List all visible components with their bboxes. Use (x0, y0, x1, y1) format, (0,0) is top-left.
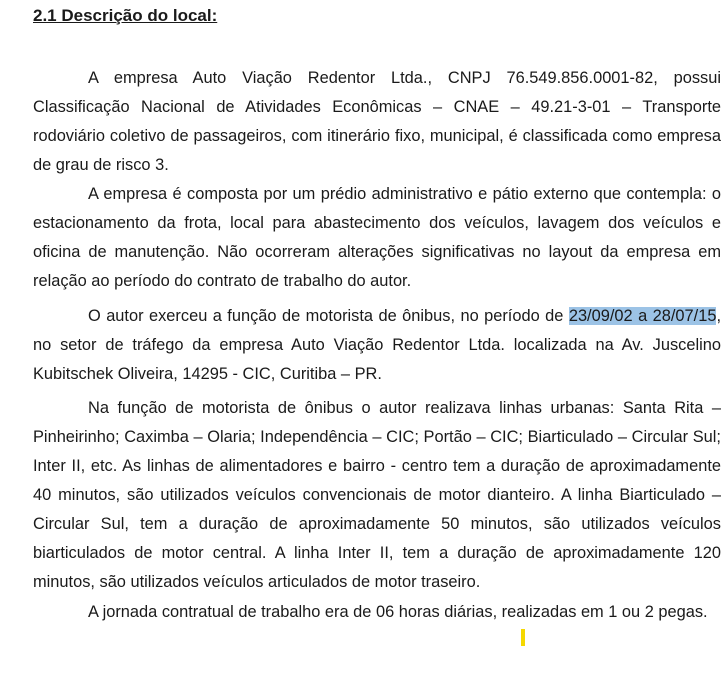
paragraph-work-schedule: A jornada contratual de trabalho era de 06 horas diárias, realizadas em 1 ou 2 pegas. (88, 603, 708, 621)
paragraph-company-description: A empresa Auto Viação Redentor Ltda., CNPJ 76.549.856.0001-82, possui Classificação Nacional de Atividades Econômicas – CNAE – 49.21-3-01 – Transporte rodoviário coletivo de passageiros, com itinerário fixo, municipal, é classificada como empresa de grau de risco 3. (33, 69, 721, 174)
highlighted-period[interactable]: 23/09/02 a 28/07/15 (568, 307, 717, 325)
paragraph-premises-description: A empresa é composta por um prédio administrativo e pátio externo que contempla: o estacionamento da frota, local para abastecimento dos veículos, lavagem dos veículos e oficina de manutenção. Não ocorreram alterações significativas no layout da empresa em relação ao período do contrato de trabalho do autor. (33, 185, 721, 290)
role-text-before: O autor exerceu a função de motorista de ônibus, no período de (88, 307, 569, 325)
section-heading: 2.1 Descrição do local: (33, 6, 218, 25)
role-text-after: , no setor de tráfego da empresa Auto Viação Redentor Ltda. localizada na Av. Juscelino Kubitschek Oliveira, 14295 - CIC, Curitiba – PR. (33, 307, 721, 383)
paragraph-author-role (33, 302, 721, 389)
text-cursor-marker (521, 629, 525, 646)
paragraph-bus-lines: Na função de motorista de ônibus o autor realizava linhas urbanas: Santa Rita – Pinheirinho; Caximba – Olaria; Independência – CIC; Portão – CIC; Biarticulado – Circular Sul; Inter II, etc. As linhas de alimentadores e bairro - centro tem a duração de aproximadamente 40 minutos, são utilizados veículos convencionais de motor dianteiro. A linha Biarticulado – Circular Sul, tem a duração de aproximadamente 50 minutos, são utilizados veículos biarticulados de motor central. A linha Inter II, tem a duração de aproximadamente 120 minutos, são utilizados veículos articulados de motor traseiro. (33, 399, 721, 591)
